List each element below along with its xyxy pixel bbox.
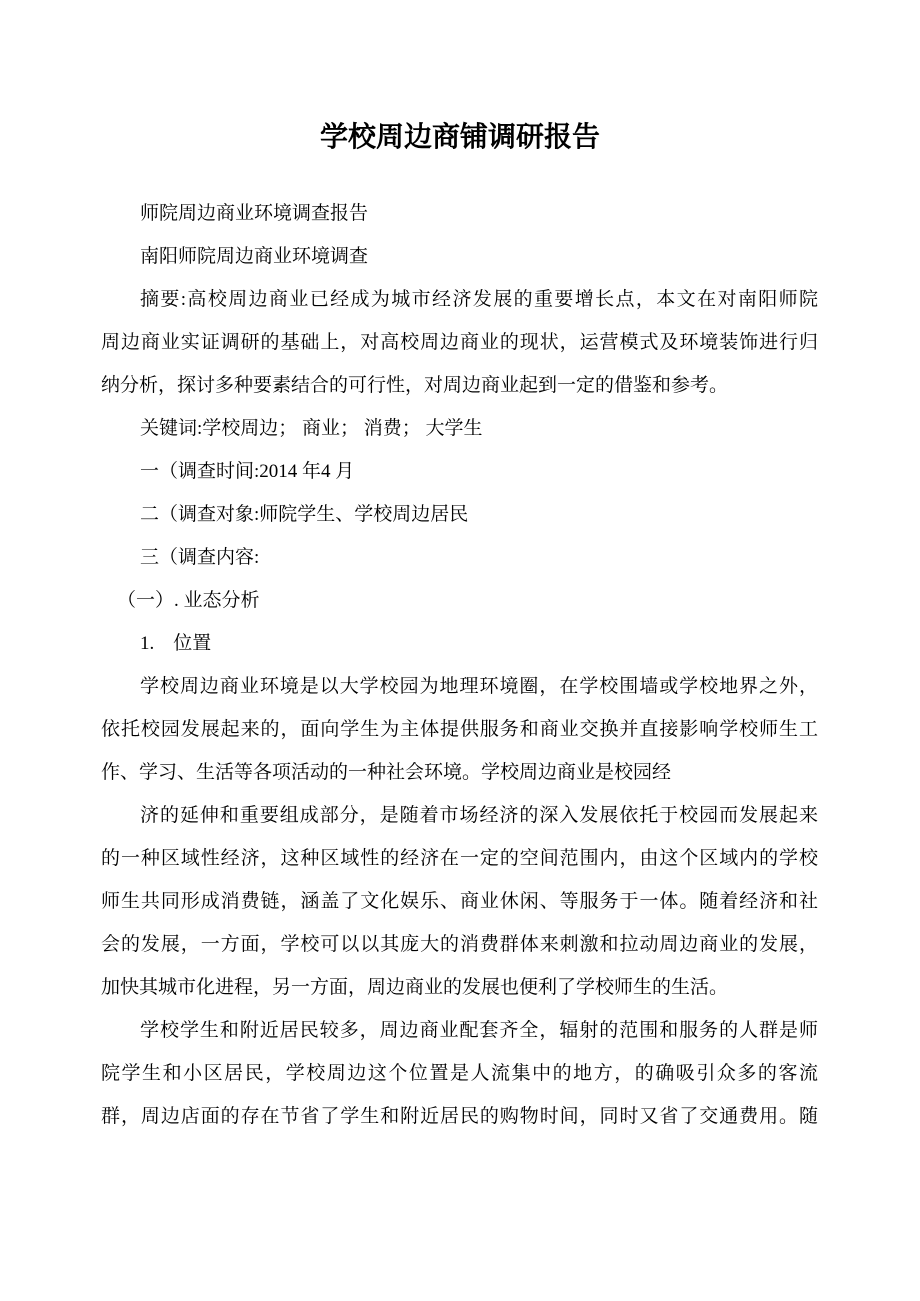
text-line: 的一种区域性经济，这种区域性的经济在一定的空间范围内，由这个区域内的学校: [101, 848, 818, 869]
text-line: 三（调查内容:: [140, 547, 260, 568]
text-line: 加快其城市化进程，另一方面，周边商业的发展也便利了学校师生的生活。: [101, 977, 729, 998]
document-title: 学校周边商铺调研报告: [319, 122, 600, 153]
text-line: 纳分析，探讨多种要素结合的可行性，对周边商业起到一定的借鉴和参考。: [101, 375, 729, 396]
text-line: 南阳师院周边商业环境调查: [140, 246, 369, 267]
text-line: 群，周边店面的存在节省了学生和附近居民的购物时间，同时又省了交通费用。随: [101, 1106, 818, 1127]
text-line: 关键词:学校周边； 商业； 消费； 大学生: [140, 418, 483, 439]
text-line: 1. 位置: [140, 633, 212, 654]
text-line: 依托校园发展起来的，面向学生为主体提供服务和商业交换并直接影响学校师生工: [101, 719, 818, 740]
text-line: 二（调查对象:师院学生、学校周边居民: [140, 504, 469, 525]
text-line: 师院周边商业环境调查报告: [140, 203, 369, 224]
text-line: 院学生和小区居民，学校周边这个位置是人流集中的地方，的确吸引众多的客流: [101, 1063, 818, 1084]
text-line: 作、学习、生活等各项活动的一种社会环境。学校周边商业是校园经: [101, 762, 672, 783]
text-line: 学校学生和附近居民较多，周边商业配套齐全，辐射的范围和服务的人群是师: [140, 1020, 818, 1041]
text-line: 济的延伸和重要组成部分，是随着市场经济的深入发展依托于校园而发展起来: [140, 805, 818, 826]
text-line: 师生共同形成消费链，涵盖了文化娱乐、商业休闲、等服务于一体。随着经济和社: [101, 891, 818, 912]
text-line: 学校周边商业环境是以大学校园为地理环境圈，在学校围墙或学校地界之外，: [140, 676, 818, 697]
document-body: [101, 192, 818, 1138]
text-line: 一（调查时间:2014 年4 月: [140, 461, 355, 482]
text-line: 会的发展，一方面，学校可以以其庞大的消费群体来刺激和拉动周边商业的发展，: [101, 934, 818, 955]
text-line: 摘要:高校周边商业已经成为城市经济发展的重要增长点，本文在对南阳师院: [140, 289, 818, 310]
text-line: 周边商业实证调研的基础上，对高校周边商业的现状，运营模式及环境装饰进行归: [101, 332, 818, 353]
text-line: （一）. 业态分析: [117, 590, 260, 611]
